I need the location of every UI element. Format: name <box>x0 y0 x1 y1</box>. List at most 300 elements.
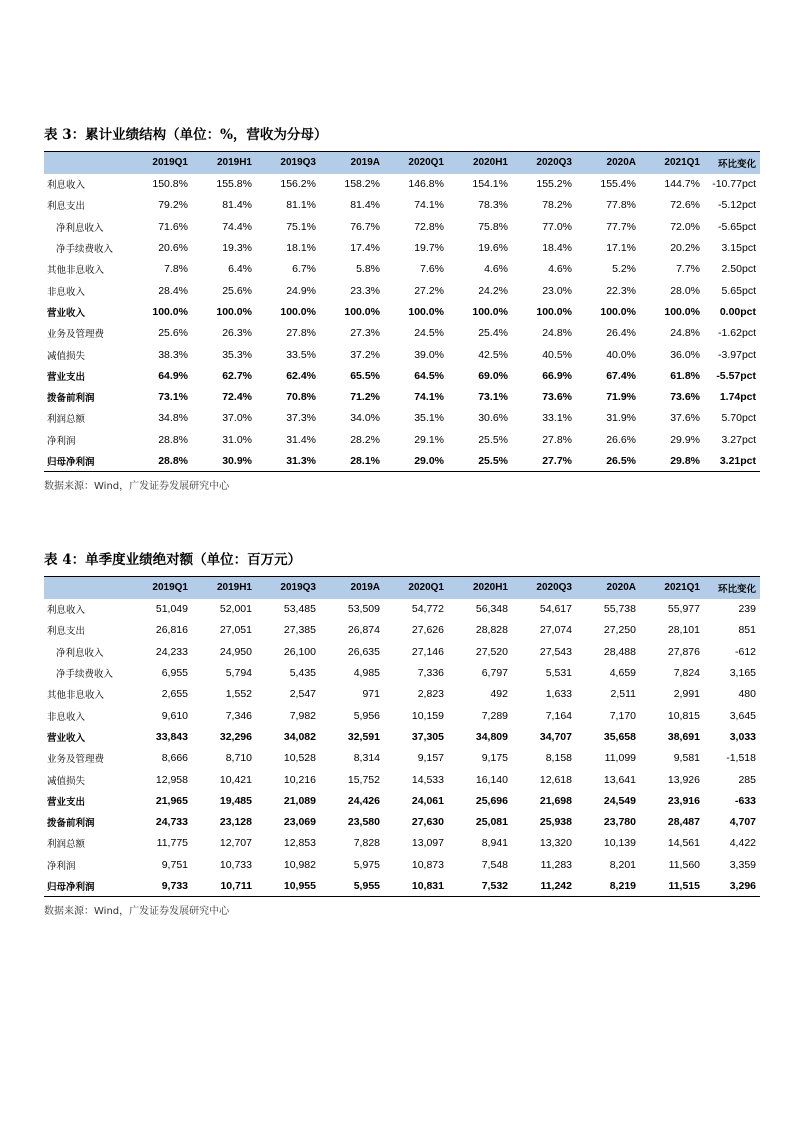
table-row <box>44 811 760 832</box>
table-cell: 9,733 <box>161 879 188 892</box>
table-cell: 35,658 <box>603 730 636 743</box>
table-cell: 27,630 <box>411 816 444 829</box>
table-cell: 11,099 <box>604 752 636 765</box>
table-cell: 21,698 <box>539 794 572 807</box>
table-cell: 3,296 <box>729 879 756 892</box>
table4-header-row <box>44 577 760 599</box>
table-cell: 4,707 <box>729 816 756 829</box>
table-cell: 16,140 <box>475 773 508 786</box>
table-cell: 33,843 <box>155 730 188 743</box>
table-cell: 6.7% <box>292 263 316 276</box>
header-label-cell <box>44 152 128 174</box>
table-row <box>44 365 760 386</box>
table-cell: 3,645 <box>729 709 756 722</box>
table-cell: 3,359 <box>729 858 756 871</box>
table-cell: 81.1% <box>286 199 316 212</box>
table-row <box>44 280 760 301</box>
table-cell: 7,164 <box>545 709 572 722</box>
table-cell: 37,305 <box>411 730 444 743</box>
table-cell: 6,797 <box>481 667 508 680</box>
table-cell: 74.1% <box>414 199 444 212</box>
table-cell: 72.0% <box>670 220 700 233</box>
row-label: 非息收入 <box>47 711 86 723</box>
table-cell: -5.65pct <box>718 220 756 233</box>
table-row <box>44 174 760 195</box>
table-cell: 28,828 <box>475 624 508 637</box>
table-cell: 40.0% <box>606 348 636 361</box>
table-cell: 7,828 <box>353 837 380 850</box>
table-cell: 33.5% <box>286 348 316 361</box>
table-cell: 5,435 <box>289 667 316 680</box>
table-cell: 25,938 <box>539 816 572 829</box>
table-cell: -1.62pct <box>718 327 756 340</box>
table-cell: 11,775 <box>156 837 188 850</box>
table-cell: 42.5% <box>478 348 508 361</box>
table-row <box>44 726 760 747</box>
table3-section <box>44 125 756 493</box>
table-cell: 7,170 <box>609 709 636 722</box>
table-cell: 2,547 <box>289 688 316 701</box>
table-cell: 24,061 <box>411 794 444 807</box>
row-label: 减值损失 <box>47 350 86 362</box>
row-label: 营业支出 <box>47 371 86 383</box>
table-cell: 72.4% <box>222 391 252 404</box>
table-cell: 5,531 <box>545 667 572 680</box>
table-cell: 1,633 <box>545 688 572 701</box>
table-cell: 4,422 <box>729 837 756 850</box>
table-row <box>44 620 760 641</box>
table-cell: 100.0% <box>408 305 444 318</box>
table-cell: 24.8% <box>670 327 700 340</box>
table-cell: -5.57pct <box>716 369 756 382</box>
table-cell: 7,824 <box>673 667 700 680</box>
table-cell: 64.9% <box>158 369 188 382</box>
table-cell: 5.8% <box>356 263 380 276</box>
table-cell: 7,982 <box>289 709 316 722</box>
table-cell: 73.6% <box>542 391 572 404</box>
table4-title: 表 4：单季度业绩绝对额（单位：百万元） <box>44 552 302 568</box>
row-label: 非息收入 <box>47 286 86 298</box>
table-cell: 71.9% <box>606 391 636 404</box>
table-cell: 24,233 <box>155 645 188 658</box>
table-cell: 150.8% <box>152 178 188 191</box>
row-label: 利润总额 <box>47 839 86 851</box>
table-cell: 37.0% <box>222 412 252 425</box>
table-cell: 26.3% <box>222 327 252 340</box>
table-cell: 100.0% <box>536 305 572 318</box>
table-cell: 100.0% <box>280 305 316 318</box>
table-cell: 146.8% <box>408 178 444 191</box>
table-cell: 10,711 <box>220 879 252 892</box>
table-cell: 34,082 <box>283 730 316 743</box>
table-cell: 28.1% <box>350 454 380 467</box>
table-cell: 28.0% <box>670 284 700 297</box>
table-cell: 8,158 <box>545 752 572 765</box>
table-cell: 29.1% <box>414 433 444 446</box>
table-cell: 13,097 <box>411 837 444 850</box>
table-cell: 100.0% <box>344 305 380 318</box>
column-header: 2020Q1 <box>408 582 444 594</box>
table-cell: 480 <box>738 688 756 701</box>
column-header: 2020H1 <box>472 582 508 594</box>
table-cell: 28.8% <box>158 454 188 467</box>
table-cell: 5.65pct <box>721 284 756 297</box>
table-cell: 29.8% <box>670 454 700 467</box>
row-label: 利息支出 <box>47 626 86 638</box>
table-cell: 26.5% <box>606 454 636 467</box>
table-cell: 34.8% <box>158 412 188 425</box>
table-cell: 27.8% <box>286 327 316 340</box>
table-cell: 38.3% <box>158 348 188 361</box>
column-header: 2020A <box>606 582 636 594</box>
table-row <box>44 386 760 407</box>
table-cell: 62.4% <box>286 369 316 382</box>
table-cell: 25.5% <box>478 454 508 467</box>
table-cell: 14,533 <box>411 773 444 786</box>
table-cell: 6.4% <box>228 263 252 276</box>
table-cell: 81.4% <box>222 199 252 212</box>
table-cell: 25.5% <box>478 433 508 446</box>
row-label: 其他非息收入 <box>47 265 105 277</box>
table-cell: 72.6% <box>670 199 700 212</box>
column-header: 2019Q1 <box>152 157 188 169</box>
table-cell: 31.9% <box>606 412 636 425</box>
table-cell: 6,955 <box>161 667 188 680</box>
row-label: 业务及管理费 <box>47 329 105 341</box>
table-cell: 27,250 <box>603 624 636 637</box>
table-cell: 23.0% <box>542 284 572 297</box>
table-cell: 27.7% <box>542 454 572 467</box>
table-cell: 11,242 <box>540 879 572 892</box>
table-cell: 61.8% <box>670 369 700 382</box>
table-cell: 7,336 <box>417 667 444 680</box>
table-cell: 10,733 <box>219 858 252 871</box>
row-label: 归母净利润 <box>47 456 95 468</box>
table-cell: 10,815 <box>667 709 700 722</box>
table-cell: 7,346 <box>225 709 252 722</box>
column-header: 2019H1 <box>216 157 252 169</box>
table-cell: 27,074 <box>539 624 572 637</box>
table-cell: 23,780 <box>603 816 636 829</box>
column-header: 2020Q1 <box>408 157 444 169</box>
table-cell: 10,982 <box>283 858 316 871</box>
table-cell: 8,941 <box>481 837 508 850</box>
row-label: 利息收入 <box>47 605 86 617</box>
table-cell: 40.5% <box>542 348 572 361</box>
table-cell: 19.3% <box>222 242 252 255</box>
table-cell: 156.2% <box>280 178 316 191</box>
row-label: 其他非息收入 <box>47 690 105 702</box>
table-cell: 28,487 <box>667 816 700 829</box>
table-cell: 155.2% <box>536 178 572 191</box>
row-label: 业务及管理费 <box>47 754 105 766</box>
table-cell: 2,991 <box>673 688 700 701</box>
table-cell: 79.2% <box>158 199 188 212</box>
table-cell: 27.2% <box>414 284 444 297</box>
row-label: 净利息收入 <box>56 222 104 234</box>
table-cell: 285 <box>738 773 756 786</box>
table-row <box>44 662 760 683</box>
table-cell: 144.7% <box>664 178 700 191</box>
table-cell: 12,958 <box>155 773 188 786</box>
table-cell: 11,560 <box>668 858 700 871</box>
table-cell: 29.9% <box>670 433 700 446</box>
table-row <box>44 790 760 811</box>
row-label: 净利润 <box>47 860 76 872</box>
table-cell: 9,581 <box>673 752 700 765</box>
table-cell: 34,707 <box>539 730 572 743</box>
table-cell: 75.1% <box>286 220 316 233</box>
table-cell: 5,956 <box>353 709 380 722</box>
table-cell: 3,165 <box>729 667 756 680</box>
table-row <box>44 216 760 237</box>
table-cell: 65.5% <box>350 369 380 382</box>
table3 <box>44 151 760 472</box>
table-cell: 78.3% <box>478 199 508 212</box>
table-cell: 27,051 <box>219 624 252 637</box>
table-cell: 24,950 <box>219 645 252 658</box>
table4 <box>44 576 760 897</box>
column-header: 2019Q3 <box>280 582 316 594</box>
row-label: 净利息收入 <box>56 647 104 659</box>
table-cell: 9,751 <box>161 858 188 871</box>
table-cell: 37.6% <box>670 412 700 425</box>
table-cell: 239 <box>738 603 756 616</box>
table-cell: 2,655 <box>161 688 188 701</box>
table-cell: 7,548 <box>481 858 508 871</box>
row-label: 归母净利润 <box>47 881 95 893</box>
table-cell: 73.1% <box>478 391 508 404</box>
table-cell: 62.7% <box>222 369 252 382</box>
table-cell: 12,618 <box>539 773 572 786</box>
table-cell: 55,977 <box>667 603 700 616</box>
table-cell: 8,219 <box>609 879 636 892</box>
table-cell: 8,666 <box>161 752 188 765</box>
table-cell: 39.0% <box>414 348 444 361</box>
row-label: 拨备前利润 <box>47 818 95 830</box>
table3-header-row <box>44 152 760 174</box>
table-cell: 30.6% <box>478 412 508 425</box>
table-cell: 64.5% <box>414 369 444 382</box>
table-cell: 23.3% <box>350 284 380 297</box>
table-cell: 73.6% <box>670 391 700 404</box>
table-cell: 7.6% <box>420 263 444 276</box>
table-cell: 35.1% <box>414 412 444 425</box>
table-cell: 3.21pct <box>719 454 756 467</box>
table-cell: 23,128 <box>219 816 252 829</box>
table-cell: 10,528 <box>283 752 316 765</box>
table-cell: 10,421 <box>219 773 252 786</box>
table-cell: 24.2% <box>478 284 508 297</box>
table-cell: 21,965 <box>155 794 188 807</box>
table-cell: 19.6% <box>478 242 508 255</box>
table-cell: 35.3% <box>222 348 252 361</box>
table-cell: 52,001 <box>219 603 252 616</box>
column-header: 2020H1 <box>472 157 508 169</box>
table-cell: 32,296 <box>219 730 252 743</box>
table-cell: 30.9% <box>222 454 252 467</box>
table-cell: 9,157 <box>417 752 444 765</box>
table-cell: 77.7% <box>606 220 636 233</box>
table-cell: 69.0% <box>478 369 508 382</box>
table-cell: 10,159 <box>411 709 444 722</box>
table-cell: 20.2% <box>670 242 700 255</box>
table-row <box>44 769 760 790</box>
table-cell: 37.3% <box>286 412 316 425</box>
table-cell: 21,089 <box>283 794 316 807</box>
table4-section <box>44 550 756 918</box>
table-cell: 3.15pct <box>721 242 756 255</box>
table-cell: 75.8% <box>478 220 508 233</box>
table-cell: 24,426 <box>347 794 380 807</box>
table-cell: 19.7% <box>414 242 444 255</box>
table-cell: 19,485 <box>219 794 252 807</box>
table-cell: 27,146 <box>411 645 444 658</box>
table-cell: -10.77pct <box>712 178 756 191</box>
table-cell: 10,216 <box>283 773 316 786</box>
table-cell: 5.70pct <box>721 412 756 425</box>
table-cell: 27.3% <box>350 327 380 340</box>
column-header: 2019A <box>350 582 380 594</box>
table-cell: 7,532 <box>481 879 508 892</box>
table-row <box>44 875 760 896</box>
table-cell: 24.5% <box>414 327 444 340</box>
table-cell: 28,488 <box>603 645 636 658</box>
table3-source: 数据来源：Wind，广发证券发展研究中心 <box>44 481 230 493</box>
column-header: 2020Q3 <box>536 582 572 594</box>
column-header: 环比变化 <box>717 158 756 170</box>
table-row <box>44 705 760 726</box>
table-cell: 851 <box>738 624 756 637</box>
table-cell: 26,635 <box>347 645 380 658</box>
table-cell: 2,511 <box>610 688 636 701</box>
table-row <box>44 301 760 322</box>
table-cell: 27,543 <box>539 645 572 658</box>
table-cell: 26.6% <box>606 433 636 446</box>
table-cell: 10,831 <box>411 879 444 892</box>
table-cell: 5,794 <box>225 667 252 680</box>
column-header: 2019H1 <box>216 582 252 594</box>
table-cell: 24.9% <box>286 284 316 297</box>
table-cell: 2.50pct <box>721 263 756 276</box>
table-cell: 7,289 <box>481 709 508 722</box>
table-cell: 8,201 <box>609 858 636 871</box>
row-label: 营业支出 <box>47 796 86 808</box>
column-header: 2019Q1 <box>152 582 188 594</box>
table-row <box>44 323 760 344</box>
table-row <box>44 854 760 875</box>
table-cell: 77.0% <box>542 220 572 233</box>
table-cell: 22.3% <box>606 284 636 297</box>
table-cell: 971 <box>362 688 380 701</box>
table-cell: 26.4% <box>606 327 636 340</box>
table-cell: 8,710 <box>225 752 252 765</box>
column-header: 2020Q3 <box>536 157 572 169</box>
table-cell: 11,283 <box>540 858 572 871</box>
table-cell: 100.0% <box>472 305 508 318</box>
table-cell: -633 <box>734 794 756 807</box>
table-cell: 67.4% <box>606 369 636 382</box>
table-cell: 77.8% <box>606 199 636 212</box>
table-cell: 28.8% <box>158 433 188 446</box>
table-row <box>44 344 760 365</box>
table-cell: 4.6% <box>548 263 572 276</box>
table-cell: 74.4% <box>222 220 252 233</box>
table-cell: 70.8% <box>286 391 316 404</box>
table-cell: 31.4% <box>286 433 316 446</box>
table-cell: 17.4% <box>350 242 380 255</box>
table-cell: 5,975 <box>353 858 380 871</box>
table-cell: 5,955 <box>353 879 380 892</box>
table-cell: 15,752 <box>347 773 380 786</box>
column-header: 2021Q1 <box>664 582 700 594</box>
table-cell: 27,520 <box>475 645 508 658</box>
table-row <box>44 237 760 258</box>
table-cell: 1,552 <box>225 688 252 701</box>
table-cell: 26,100 <box>283 645 316 658</box>
table-cell: 23,580 <box>347 816 380 829</box>
column-header: 2019Q3 <box>280 157 316 169</box>
table-cell: 37.2% <box>350 348 380 361</box>
table-cell: 31.0% <box>222 433 252 446</box>
table-cell: 24,549 <box>603 794 636 807</box>
table-cell: 23,916 <box>667 794 700 807</box>
table-cell: 81.4% <box>350 199 380 212</box>
table-cell: 38,691 <box>667 730 700 743</box>
table-cell: 28.4% <box>158 284 188 297</box>
table-cell: 25.4% <box>478 327 508 340</box>
row-label: 净利润 <box>47 435 76 447</box>
table-cell: -5.12pct <box>718 199 756 212</box>
row-label: 利息收入 <box>47 180 86 192</box>
table-cell: 72.8% <box>414 220 444 233</box>
table-row <box>44 429 760 450</box>
table-cell: 155.4% <box>600 178 636 191</box>
table-row <box>44 641 760 662</box>
table-cell: 100.0% <box>664 305 700 318</box>
table-cell: 51,049 <box>155 603 188 616</box>
table-cell: 13,320 <box>539 837 572 850</box>
table-cell: 25.6% <box>158 327 188 340</box>
table-cell: -612 <box>734 645 756 658</box>
table-cell: 18.1% <box>286 242 316 255</box>
table-cell: 31.3% <box>286 454 316 467</box>
table-cell: 155.8% <box>216 178 252 191</box>
table-cell: 28.2% <box>350 433 380 446</box>
table-cell: 27,626 <box>411 624 444 637</box>
table-cell: 100.0% <box>152 305 188 318</box>
table-row <box>44 748 760 769</box>
table-cell: 12,853 <box>283 837 316 850</box>
table-cell: 18.4% <box>542 242 572 255</box>
row-label: 净手续费收入 <box>56 244 114 256</box>
table-cell: 8,314 <box>353 752 380 765</box>
table-cell: 10,873 <box>411 858 444 871</box>
table4-source: 数据来源：Wind，广发证券发展研究中心 <box>44 906 230 918</box>
row-label: 利息支出 <box>47 201 86 213</box>
table-cell: 7.7% <box>676 263 700 276</box>
table-cell: 53,485 <box>283 603 316 616</box>
table-cell: 26,816 <box>155 624 188 637</box>
table-cell: 28,101 <box>667 624 700 637</box>
column-header: 2021Q1 <box>664 157 700 169</box>
table3-title: 表 3：累计业绩结构（单位：%，营收为分母） <box>44 127 328 143</box>
table-cell: 7.8% <box>164 263 188 276</box>
table-cell: 54,617 <box>539 603 572 616</box>
table-cell: 154.1% <box>472 178 508 191</box>
table-cell: 158.2% <box>344 178 380 191</box>
table-row <box>44 259 760 280</box>
